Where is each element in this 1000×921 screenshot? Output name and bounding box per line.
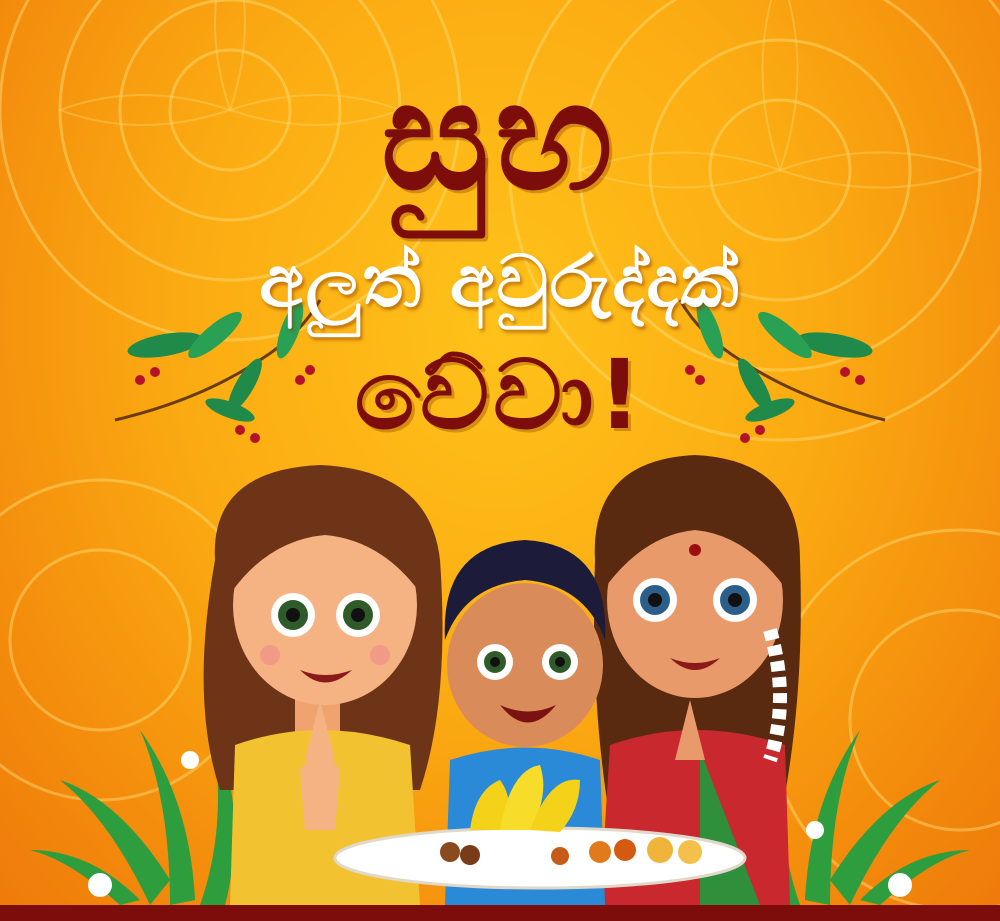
palm-fronds-right	[765, 720, 970, 905]
praying-hands	[300, 755, 340, 830]
greeting-line-1: සුභ	[381, 50, 619, 224]
greeting-line-2: අලුත් අවුරුද්දක්	[259, 239, 741, 323]
palm-fronds-left	[30, 720, 235, 905]
greeting-line-3: වේවා!	[354, 339, 646, 451]
footer-bar	[0, 905, 1000, 921]
